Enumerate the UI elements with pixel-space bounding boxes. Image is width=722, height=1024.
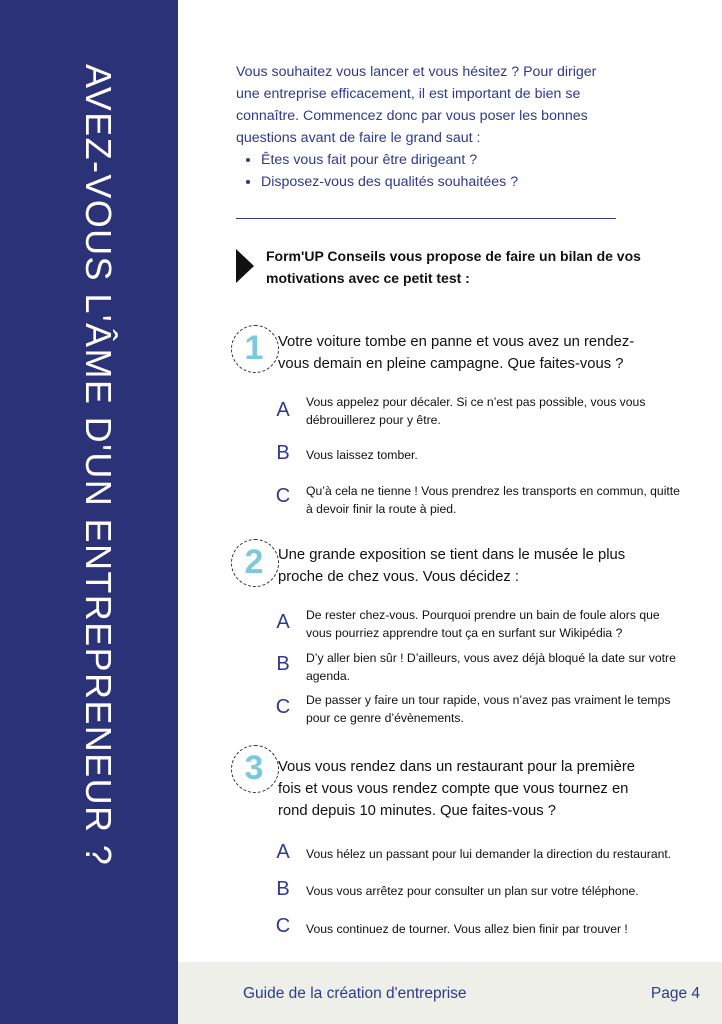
option-text: Vous appelez pour décaler. Si ce n’est pas possible, vous vous débrouillerez pour y être. <box>306 395 646 427</box>
question-text: Une grande exposition se tient dans le musée le plus proche de chez vous. Vous décidez : <box>278 547 626 585</box>
page-title: AVEZ-VOUS L'ÂME D'UN ENTREPRENEUR ? <box>78 64 119 867</box>
option-text: Qu’à cela ne tienne ! Vous prendrez les transports en commun, quitte à devoir finir la route à pied. <box>306 484 680 516</box>
option-letter: C <box>275 485 291 507</box>
option-letter: A <box>276 611 290 633</box>
option-letter: C <box>275 915 291 937</box>
arrow-right-icon <box>236 249 254 283</box>
option-text: Vous laissez tomber. <box>306 448 418 462</box>
intro-bullet: • Êtes vous fait pour être dirigeant ? <box>261 149 616 171</box>
footer <box>178 962 722 1024</box>
question-text: Votre voiture tombe en panne et vous avez un rendez-vous demain en pleine campagne. Que faites-vous ? <box>278 334 635 372</box>
question-text: Vous vous rendez dans un restaurant pour la première fois et vous vous rendez compte que vous tournez en rond depuis 10 minutes. Que faites-vous ? <box>278 759 635 819</box>
option-text: Vous continuez de tourner. Vous allez bien finir par trouver ! <box>306 922 628 936</box>
option-letter: B <box>276 653 290 675</box>
intro-block <box>236 61 616 193</box>
option-text: Vous hélez un passant pour lui demander la direction du restaurant. <box>306 847 672 861</box>
option-letter: C <box>275 696 291 718</box>
callout-text: Form'UP Conseils vous propose de faire un bilan de vos motivations avec ce petit test : <box>266 248 641 286</box>
intro-paragraph: Vous souhaitez vous lancer et vous hésitez ? Pour diriger une entreprise efficacement, il est important de bien se connaître. Commencez donc par vous poser les bonnes questions avant de faire le grand saut : <box>236 64 597 146</box>
question-number: 2 <box>244 543 264 581</box>
option-text: D’y aller bien sûr ! D’ailleurs, vous avez déjà bloqué la date sur votre agenda. <box>306 651 676 683</box>
footer-title: Guide de la création d'entreprise <box>243 985 467 1002</box>
divider <box>236 218 616 219</box>
option-letter: B <box>276 442 290 464</box>
option-letter: B <box>276 878 290 900</box>
question-number: 1 <box>244 329 264 367</box>
option-text: Vous vous arrêtez pour consulter un plan sur votre téléphone. <box>306 884 639 898</box>
intro-bullet-list <box>236 149 616 193</box>
option-text: De passer y faire un tour rapide, vous n’avez pas vraiment le temps pour ce genre d’évènements. <box>306 693 671 725</box>
sidebar <box>0 0 178 1024</box>
question-number: 3 <box>244 749 264 787</box>
option-letter: A <box>276 399 290 421</box>
page-number: Page 4 <box>650 985 700 1002</box>
option-text: De rester chez-vous. Pourquoi prendre un bain de foule alors que vous pourriez apprendre tout ça en surfant sur Wikipédia ? <box>306 608 660 640</box>
intro-bullet: • Disposez-vous des qualités souhaitées ? <box>261 171 616 193</box>
option-letter: A <box>276 841 290 863</box>
